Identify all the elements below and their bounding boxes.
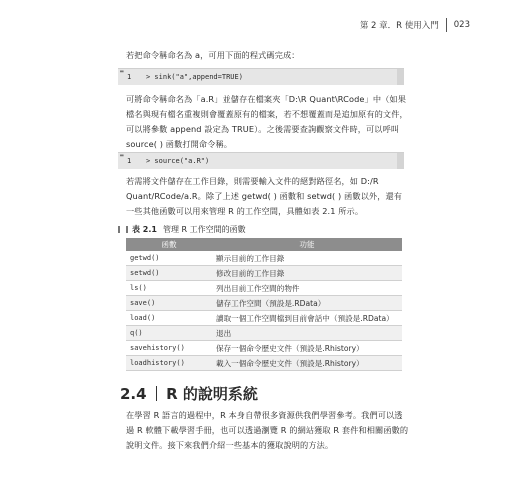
paragraph-workspace: 若需將文件儲存在工作目錄，則需要輸入文件的絕對路徑名，如 D:/R Quant/RCode/a.R。除了上述 getwd( ) 函數和 setwd( ) 函數以外，還有一些其他函數可以用來管理 R 的工作空間，具體如表 2.1 所示。 — [126, 176, 403, 216]
table-row — [126, 281, 402, 296]
code-line-text: > source("a.R") — [146, 157, 210, 165]
code-scrollbar[interactable] — [397, 69, 404, 85]
function-name: setwd() — [126, 266, 212, 281]
table-row — [126, 296, 402, 311]
table-row — [126, 341, 402, 356]
table-number: 表 2.1 — [132, 225, 157, 234]
paragraph-help-system: 在學習 R 語言的過程中，R 本身自帶很多資源供我們學習參考。我們可以透過 R 軟體下載學習手冊，也可以透過瀏覽 R 的網站獲取 R 套件和相關函數的說明文件。接下來我們介紹一些基本的獲取說明的方法。 — [126, 410, 409, 450]
section-title: R 的說明系統 — [166, 385, 258, 403]
table-row — [126, 311, 402, 326]
code-scrollbar[interactable] — [397, 153, 404, 169]
page-header — [360, 18, 470, 32]
section-divider — [156, 386, 158, 401]
function-name: ls() — [126, 281, 212, 296]
code-line-number: 1 — [127, 73, 132, 81]
function-name: save() — [126, 296, 212, 311]
function-description: 顯示目前的工作目錄 — [212, 251, 402, 266]
code-block-source — [118, 152, 404, 169]
table-header-row — [126, 238, 402, 251]
function-description: 保存一個命令歷史文件（預設是.Rhistory） — [212, 341, 402, 356]
code-line-text: > sink("a",append=TRUE) — [146, 73, 243, 81]
section-heading — [120, 383, 258, 404]
function-name: loadhistory() — [126, 356, 212, 371]
paragraph-sink-explanation: 可將命令稱命名為「a.R」並儲存在檔案夾「D:\R Quant\RCode」中（如果檔名與現有檔名重複則會覆蓋原有的檔案，若不想覆蓋而是追加原有的文件，可以將參數 append 設定為 TRUE）。之後需要查詢觀察文件時，可以呼叫 source( ) 函數打開命令稱。 — [126, 94, 408, 149]
header-divider — [446, 18, 447, 32]
function-name: getwd() — [126, 251, 212, 266]
table-title: 管理 R 工作空間的函數 — [162, 225, 246, 234]
table-row — [126, 356, 402, 371]
code-line-number: 1 — [127, 157, 132, 165]
table-row — [126, 326, 402, 341]
function-name: savehistory() — [126, 341, 212, 356]
workspace-functions-table — [126, 238, 402, 371]
page-number: 023 — [453, 20, 470, 30]
column-header-description: 功能 — [212, 238, 402, 251]
code-block-marker: ▬ — [120, 68, 124, 75]
table-row — [126, 251, 402, 266]
code-block-sink — [118, 68, 404, 85]
function-description: 讀取一個工作空間檔到目前會話中（預設是.RData） — [212, 311, 402, 326]
function-description: 載入一個命令歷史文件（預設是.Rhistory） — [212, 356, 402, 371]
column-header-function: 函數 — [126, 238, 212, 251]
section-number: 2.4 — [120, 384, 147, 403]
chapter-title: 第 2 章．R 使用入門 — [359, 21, 439, 31]
function-description: 修改目前的工作目錄 — [212, 266, 402, 281]
table-caption — [118, 224, 246, 235]
function-name: load() — [126, 311, 212, 326]
function-description: 退出 — [212, 326, 402, 341]
paragraph-intro: 若把命令稱命名為 a，可用下面的程式碼完成： — [126, 50, 300, 60]
table-row — [126, 266, 402, 281]
function-name: q() — [126, 326, 212, 341]
function-description: 列出目前工作空間的物件 — [212, 281, 402, 296]
caption-marker-icon — [118, 226, 128, 233]
code-block-marker: ▬ — [120, 152, 124, 159]
function-description: 儲存工作空間（預設是.RData） — [212, 296, 402, 311]
